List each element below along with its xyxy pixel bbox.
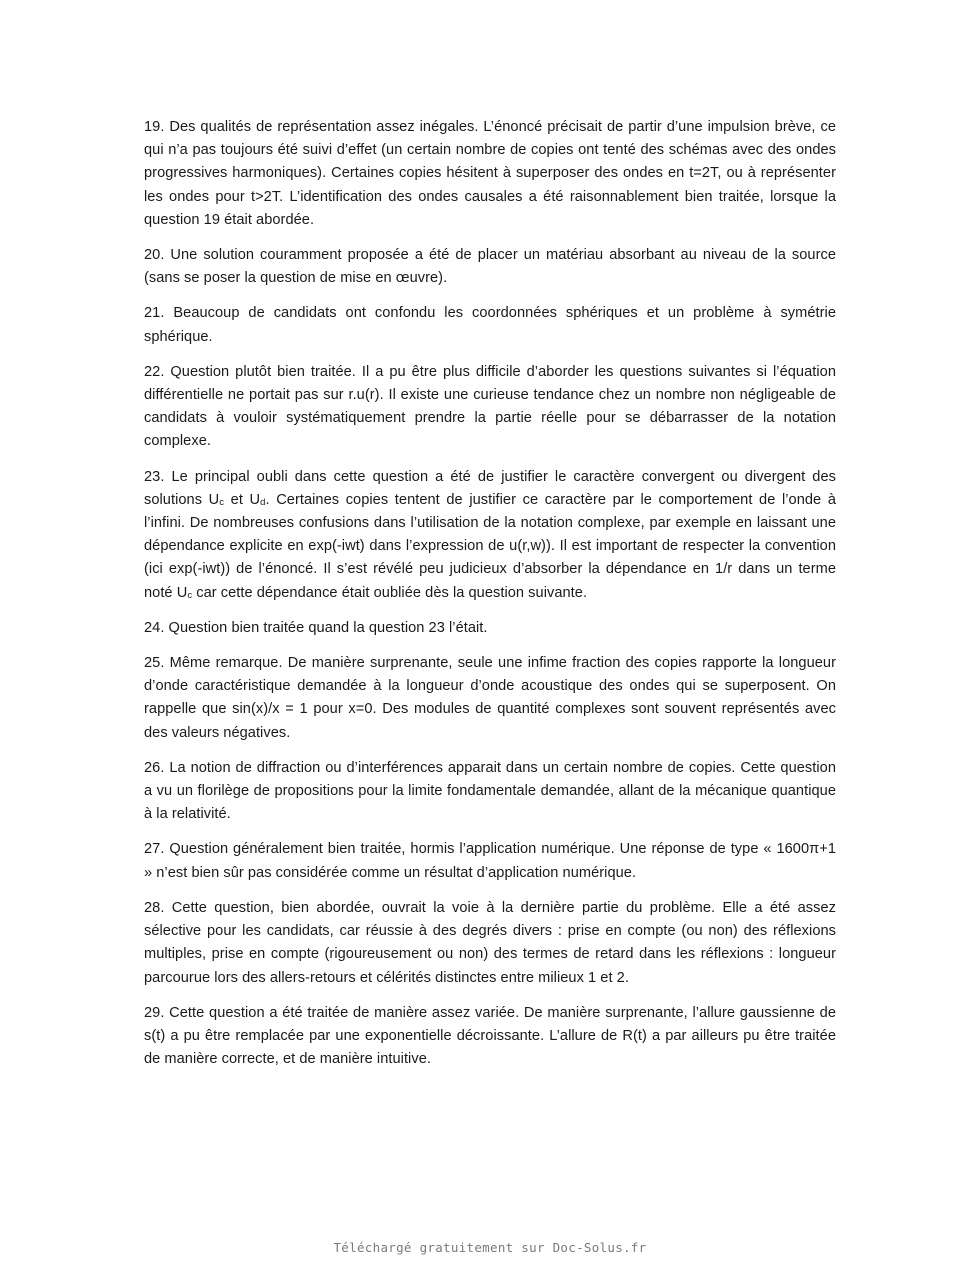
- paragraph-q22: 22. Question plutôt bien traitée. Il a pu être plus difficile d’aborder les questions suivantes si l’équation différentielle ne portait pas sur r.u(r). Il existe une curieuse tendance chez un nombre non négligeable de candidats à vouloir systématiquement prendre la partie réelle pour se débarrasser de la notation complexe.: [144, 363, 836, 450]
- q23-subscript-c-2: c: [187, 589, 193, 601]
- q23-text-part2: et U: [224, 491, 261, 508]
- q23-text-part1: 23. Le principal oubli dans cette question a été de justifier le caractère convergent ou divergent des solutions U: [144, 468, 836, 508]
- paragraph-q20: 20. Une solution couramment proposée a été de placer un matériau absorbant au niveau de la source (sans se poser la question de mise en œuvre).: [144, 247, 836, 287]
- paragraph-q19: 19. Des qualités de représentation assez inégales. L’énoncé précisait de partir d’une impulsion brève, ce qui n’a pas toujours été suivi d’effet (un certain nombre de copies ont tenté des schémas avec des ondes progressives harmoniques). Certaines copies hésitent à superposer des ondes en t=2T, ou à représenter les ondes pour t>2T. L’identification des ondes causales a été raisonnablement bien traitée, lorsque la question 19 était abordée.: [144, 119, 836, 228]
- paragraph-q28: 28. Cette question, bien abordée, ouvrait la voie à la dernière partie du problème. Elle a été assez sélective pour les candidats, car réussie à des degrés divers : prise en compte (ou non) des réflexions multiples, prise en compte (rigoureusement ou non) des termes de retard dans les réflexions : longueur parcourue lors des allers-retours et célérités distinctes entre milieux 1 et 2.: [144, 899, 836, 986]
- report-body: [144, 116, 836, 1083]
- q23-subscript-d: d: [260, 496, 266, 508]
- footer-download-notice: Téléchargé gratuitement sur Doc-Solus.fr: [333, 1240, 647, 1255]
- paragraph-q27: 27. Question généralement bien traitée, hormis l’application numérique. Une réponse de type « 1600π+1 » n’est bien sûr pas considérée comme un résultat d’application numérique.: [144, 841, 836, 881]
- paragraph-q21: 21. Beaucoup de candidats ont confondu les coordonnées sphériques et un problème à symétrie sphérique.: [144, 305, 836, 345]
- paragraph-q23: [144, 466, 836, 605]
- q23-text-part3: . Certaines copies tentent de justifier ce caractère par le comportement de l’onde à l’infini. De nombreuses confusions dans l’utilisation de la notation complexe, par exemple en laissant une dépendance explicite en exp(-iwt) dans l’expression de u(r,w)). Il est important de respecter la convention (ici exp(-iwt)) de l’énoncé. Il s’est révélé peu judicieux d’absorber la dépendance en 1/r dans un terme noté U: [144, 491, 836, 601]
- paragraph-q25: 25. Même remarque. De manière surprenante, seule une infime fraction des copies rapporte la longueur d’onde caractéristique demandée à la longueur d’onde acoustique des ondes qui se superposent. On rappelle que sin(x)/x = 1 pour x=0. Des modules de quantité complexes sont souvent représentés avec des valeurs négatives.: [144, 655, 836, 741]
- paragraph-q29: 29. Cette question a été traitée de manière assez variée. De manière surprenante, l’allure gaussienne de s(t) a pu être remplacée par une exponentielle décroissante. L’allure de R(t) a par ailleurs pu être traitée de manière correcte, et de manière intuitive.: [144, 1004, 836, 1068]
- q23-text-part4: car cette dépendance était oubliée dès la question suivante.: [192, 584, 588, 601]
- paragraph-q26: 26. La notion de diffraction ou d’interférences apparait dans un certain nombre de copies. Cette question a vu un florilège de propositions pour la limite fondamentale demandée, allant de la mécanique quantique à la relativité.: [144, 759, 836, 823]
- q23-subscript-c: c: [219, 496, 225, 508]
- paragraph-q24: 24. Question bien traitée quand la question 23 l’était.: [144, 619, 488, 636]
